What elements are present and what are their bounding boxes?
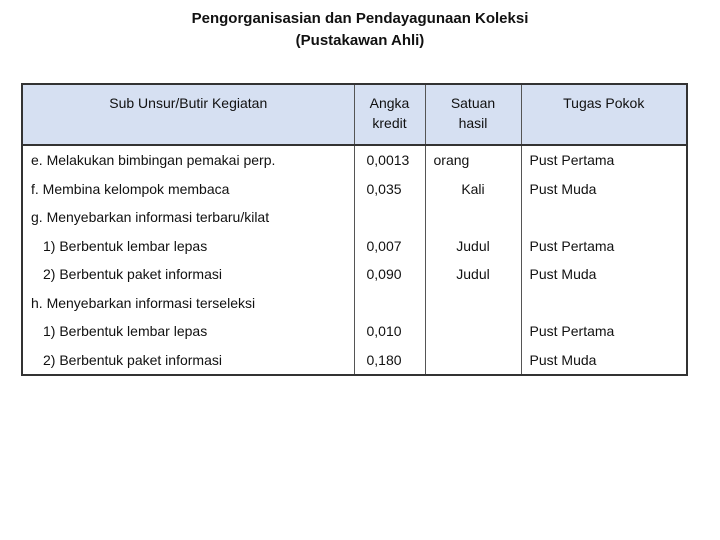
cell-activity: 2) Berbentuk paket informasi	[22, 260, 354, 289]
header-credit	[354, 84, 425, 145]
cell-task: Pust Muda	[521, 260, 687, 289]
table-row	[22, 145, 687, 175]
header-activity-label: Sub Unsur/Butir Kegiatan	[109, 95, 268, 111]
cell-activity: 1) Berbentuk lembar lepas	[22, 317, 354, 346]
header-unit-line-1: Satuan	[450, 95, 496, 111]
table-row	[22, 317, 687, 346]
cell-task: Pust Muda	[521, 175, 687, 204]
header-credit-line-2: kredit	[372, 115, 407, 131]
header-task	[521, 84, 687, 145]
header-unit-line-2: hasil	[458, 115, 488, 131]
cell-credit: 0,090	[354, 260, 425, 289]
header-unit	[425, 84, 521, 145]
title-line-2: (Pustakawan Ahli)	[295, 32, 425, 49]
cell-activity: 2) Berbentuk paket informasi	[22, 346, 354, 376]
cell-task: Pust Muda	[521, 346, 687, 376]
cell-credit	[354, 203, 425, 232]
title-line-1: Pengorganisasian dan Pendayagunaan Koleksi	[191, 10, 529, 27]
table-row	[22, 175, 687, 204]
table-row	[22, 260, 687, 289]
page-title	[0, 8, 720, 52]
header-task-label: Tugas Pokok	[563, 95, 645, 111]
cell-unit	[425, 203, 521, 232]
cell-unit: orang	[425, 145, 521, 175]
cell-activity: f. Membina kelompok membaca	[22, 175, 354, 204]
cell-activity: h. Menyebarkan informasi terseleksi	[22, 289, 354, 318]
cell-task	[521, 203, 687, 232]
cell-activity: 1) Berbentuk lembar lepas	[22, 232, 354, 261]
cell-unit	[425, 289, 521, 318]
cell-credit: 0,007	[354, 232, 425, 261]
cell-unit: Judul	[425, 232, 521, 261]
cell-task: Pust Pertama	[521, 317, 687, 346]
cell-credit: 0,0013	[354, 145, 425, 175]
cell-unit: Judul	[425, 260, 521, 289]
cell-credit: 0,010	[354, 317, 425, 346]
cell-activity: g. Menyebarkan informasi terbaru/kilat	[22, 203, 354, 232]
cell-unit: Kali	[425, 175, 521, 204]
table-row	[22, 346, 687, 376]
cell-unit	[425, 317, 521, 346]
header-credit-line-1: Angka	[369, 95, 410, 111]
activity-table	[21, 83, 688, 376]
cell-credit: 0,180	[354, 346, 425, 376]
table-row	[22, 232, 687, 261]
cell-task	[521, 289, 687, 318]
table-row	[22, 203, 687, 232]
cell-task: Pust Pertama	[521, 232, 687, 261]
header-activity	[22, 84, 354, 145]
table-header-row	[22, 84, 687, 145]
cell-unit	[425, 346, 521, 376]
cell-activity: e. Melakukan bimbingan pemakai perp.	[22, 145, 354, 175]
cell-credit	[354, 289, 425, 318]
table-row	[22, 289, 687, 318]
cell-credit: 0,035	[354, 175, 425, 204]
cell-task: Pust Pertama	[521, 145, 687, 175]
